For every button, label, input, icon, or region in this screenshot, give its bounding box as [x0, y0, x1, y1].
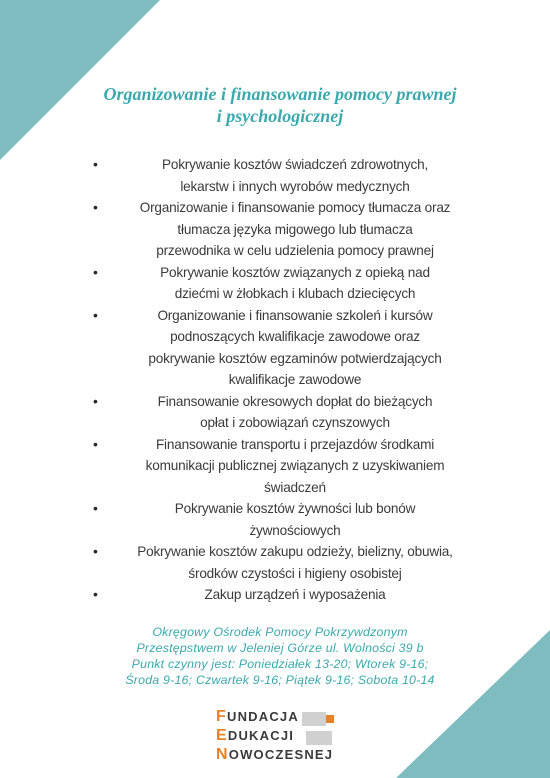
logo-word-1: [216, 708, 299, 726]
list-item-text: podnoszących kwalifikacje zawodowe oraz: [170, 329, 420, 344]
office-info: [60, 624, 500, 688]
office-name-line-2: Przestępstwem w Jeleniej Górze ul. Wolności 39 b: [136, 641, 424, 655]
logo-initial-f: F: [216, 708, 227, 725]
list-item: [86, 541, 478, 584]
list-item-text: świadczeń: [264, 479, 326, 495]
page-title: [60, 83, 500, 127]
list-item-text: Pokrywanie kosztów zakupu odzieży, bielizny, obuwia,: [137, 544, 453, 559]
bullet-icon: •: [93, 392, 98, 409]
list-item-text: żywnościowych: [249, 522, 341, 538]
opening-hours-line-1: Punkt czynny jest: Poniedziałek 13-20; Wtorek 9-16;: [131, 657, 429, 671]
list-item: [86, 498, 478, 541]
office-name-line-1: Okręgowy Ośrodek Pomocy Pokrzywdzonym: [152, 625, 408, 639]
list-item-text: Zakup urządzeń i wyposażenia: [204, 587, 386, 602]
list-item-text: komunikacji publicznej związanych z uzyskiwaniem: [145, 458, 445, 473]
list-item-text: dziećmi w żłobkach i klubach dziecięcych: [174, 286, 416, 301]
bullet-icon: •: [93, 435, 98, 452]
bullet-icon: •: [93, 500, 98, 516]
list-item-text: opłat i zobowiązań czynszowych: [200, 415, 390, 430]
opening-hours-line-2: Środa 9-16; Czwartek 9-16; Piątek 9-16; Sobota 10-14: [125, 673, 435, 687]
bullet-icon: •: [93, 306, 98, 323]
list-item-text: pokrywanie kosztów egzaminów potwierdzających: [148, 350, 442, 366]
list-item-text: Pokrywanie kosztów świadczeń zdrowotnych,: [161, 157, 429, 172]
list-item: [86, 305, 478, 391]
bullet-icon: •: [93, 543, 98, 559]
services-list: [86, 154, 478, 606]
list-item-text: środków czystości i higieny osobistej: [188, 565, 402, 581]
logo-word-1-rest: UNDACJA: [226, 709, 299, 724]
bullet-icon: •: [93, 586, 98, 602]
bullet-icon: •: [93, 263, 98, 280]
foundation-logo: [216, 708, 356, 768]
list-item: [86, 584, 478, 606]
logo-word-2: [216, 727, 294, 745]
list-item-text: Finansowanie okresowych dopłat do bieżących: [157, 393, 433, 409]
list-item-text: przewodnika w celu udzielenia pomocy prawnej: [156, 243, 434, 258]
logo-block-1: [302, 712, 326, 726]
list-item-text: Pokrywanie kosztów związanych z opieką nad: [160, 264, 430, 280]
bullet-icon: •: [93, 199, 98, 215]
list-item-text: Organizowanie i finansowanie pomocy tłumacza oraz: [139, 200, 451, 215]
logo-word-3-rest: OWOCZESNEJ: [228, 747, 334, 762]
list-item-text: lekarstw i innych wyrobów medycznych: [180, 178, 410, 194]
title-line-1: Organizowanie i finansowanie pomocy prawnej: [103, 84, 457, 104]
bullet-icon: •: [93, 156, 98, 172]
logo-word-2-rest: DUKACJI: [227, 728, 295, 743]
list-item-text: Organizowanie i finansowanie szkoleń i kursów: [157, 307, 433, 323]
list-item-text: Finansowanie transportu i przejazdów środkami: [155, 436, 435, 452]
list-item: [86, 197, 478, 262]
list-item: [86, 391, 478, 434]
logo-initial-n: N: [216, 746, 229, 763]
list-item: [86, 434, 478, 499]
list-item-text: kwalifikacje zawodowe: [228, 372, 362, 387]
list-item: [86, 154, 478, 197]
logo-initial-e: E: [216, 727, 228, 744]
list-item-text: Pokrywanie kosztów żywności lub bonów: [174, 501, 416, 516]
logo-word-3: [216, 746, 333, 764]
title-line-2: i psychologicznej: [216, 106, 344, 126]
logo-block-2: [306, 731, 332, 745]
list-item: [86, 262, 478, 305]
list-item-text: tłumacza języka migowego lub tłumacza: [177, 221, 413, 237]
logo-orange-square: [326, 715, 334, 723]
